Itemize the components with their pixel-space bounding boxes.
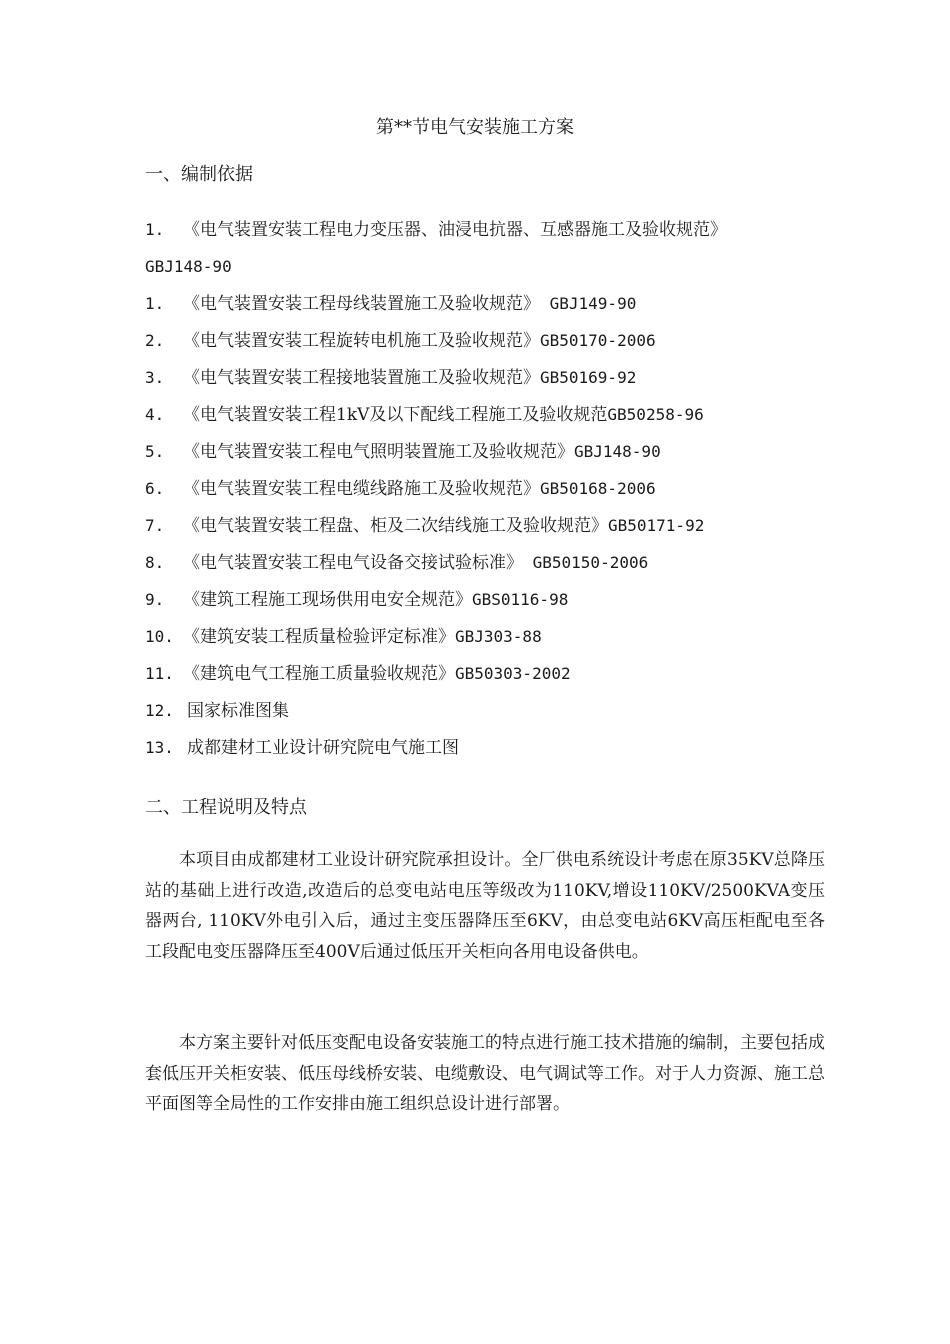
item-number: 1.	[145, 294, 165, 313]
list-item	[145, 736, 835, 760]
list-item	[145, 514, 835, 538]
list-item	[145, 699, 835, 723]
item-text: 《电气装置安装工程盘、柜及二次结线施工及验收规范》	[183, 516, 608, 536]
section-heading-basis: 一、编制依据	[145, 164, 253, 185]
page-title: 第**节电气安装施工方案	[376, 117, 574, 138]
list-item	[145, 440, 835, 464]
item-code: GB50169-92	[540, 368, 637, 387]
item-text: 《建筑安装工程质量检验评定标准》	[183, 627, 455, 647]
item-text: 《电气装置安装工程母线装置施工及验收规范》	[183, 294, 540, 314]
reference-list	[145, 218, 835, 773]
item-number: 13.	[145, 738, 174, 757]
list-item	[145, 625, 835, 649]
list-item	[145, 403, 835, 427]
item-code: GBJ148-90	[145, 257, 232, 276]
item-text: 《建筑工程施工现场供用电安全规范》	[183, 590, 472, 610]
item-number: 2.	[145, 331, 165, 350]
item-code: GB50258-96	[607, 405, 704, 424]
list-item	[145, 329, 835, 353]
item-code: GB50168-2006	[540, 479, 656, 498]
item-number: 11.	[145, 664, 174, 683]
item-number: 6.	[145, 479, 165, 498]
list-item	[145, 218, 835, 279]
list-item	[145, 662, 835, 686]
item-number: 9.	[145, 590, 165, 609]
item-number: 7.	[145, 516, 165, 535]
item-text: 《电气装置安装工程电气照明装置施工及验收规范》	[183, 442, 574, 462]
item-number: 8.	[145, 553, 165, 572]
list-item	[145, 588, 835, 612]
item-code: GB50150-2006	[523, 553, 649, 572]
item-code: GBJ148-90	[574, 442, 661, 461]
section-heading-description: 二、工程说明及特点	[145, 797, 307, 818]
item-number: 10.	[145, 627, 174, 646]
item-code: GB50171-92	[608, 516, 705, 535]
item-text: 《建筑电气工程施工质量验收规范》	[183, 664, 455, 684]
item-number: 4.	[145, 405, 165, 424]
list-item	[145, 551, 835, 575]
item-number: 5.	[145, 442, 165, 461]
item-text: 《电气装置安装工程1kV及以下配线工程施工及验收规范	[183, 405, 608, 425]
item-text: 成都建材工业设计研究院电气施工图	[187, 738, 459, 758]
item-code: GB50303-2002	[455, 664, 571, 683]
item-code: GBJ149-90	[540, 294, 637, 313]
paragraph-project: 本项目由成都建材工业设计研究院承担设计。全厂供电系统设计考虑在原35KV总降压站的基础上进行改造,改造后的总变电站电压等级改为110KV,增设110KV/2500KVA变压器两台, 110KV外电引入后，通过主变压器降压至6KV，由总变电站6KV高压柜配电至各工段配电变压器降压至400V后通过低压开关柜向各用电设备供电。	[145, 850, 825, 962]
item-code: GBS0116-98	[472, 590, 569, 609]
item-text: 《电气装置安装工程电气设备交接试验标准》	[183, 553, 523, 573]
item-number: 3.	[145, 368, 165, 387]
item-text: 《电气装置安装工程旋转电机施工及验收规范》	[183, 331, 540, 351]
item-text: 《电气装置安装工程电力变压器、油浸电抗器、互感器施工及验收规范》	[183, 220, 727, 240]
paragraph-scope: 本方案主要针对低压变配电设备安装施工的特点进行施工技术措施的编制，主要包括成套低压开关柜安装、低压母线桥安装、电缆敷设、电气调试等工作。对于人力资源、施工总平面图等全局性的工作安排由施工组织总设计进行部署。	[145, 1033, 825, 1114]
item-text: 国家标准图集	[187, 701, 289, 721]
item-text: 《电气装置安装工程接地装置施工及验收规范》	[183, 368, 540, 388]
list-item	[145, 477, 835, 501]
item-number: 12.	[145, 701, 174, 720]
item-number: 1.	[145, 220, 165, 239]
item-code: GB50170-2006	[540, 331, 656, 350]
item-code: GBJ303-88	[455, 627, 542, 646]
item-text: 《电气装置安装工程电缆线路施工及验收规范》	[183, 479, 540, 499]
list-item	[145, 292, 835, 316]
list-item	[145, 366, 835, 390]
